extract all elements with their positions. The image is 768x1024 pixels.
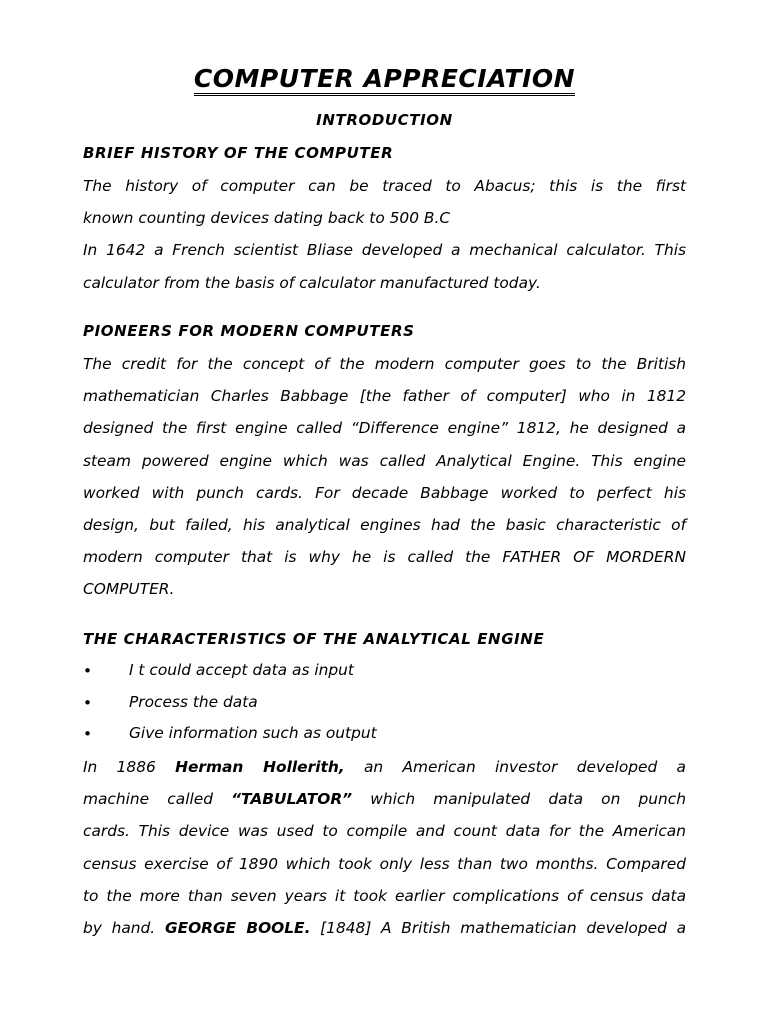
list-item-text: Give information such as output (129, 724, 377, 742)
text-run: which manipulated data on punch (352, 790, 686, 809)
list-item-text: I t could accept data as input (129, 661, 354, 679)
bullet-icon: • (83, 725, 93, 743)
document-title (83, 62, 686, 96)
document-title-text: COMPUTER APPRECIATION (194, 65, 575, 96)
paragraph-hollerith (83, 751, 686, 944)
paragraph-line: worked with punch cards. For decade Babbage worked to perfect his (83, 483, 686, 502)
paragraph-line: calculator from the basis of calculator manufactured today. (83, 273, 541, 292)
paragraph-line: mathematician Charles Babbage [the father of computer] who in 1812 (83, 387, 686, 406)
bullet-icon: • (83, 693, 93, 712)
paragraph-line: cards. This device was used to compile and count data for the American (83, 822, 686, 841)
paragraph-line (83, 783, 686, 815)
paragraph-brief-history (83, 170, 686, 299)
paragraph-line: In 1642 a French scientist Bliase developed a mechanical calculator. This (83, 241, 686, 260)
section-heading-characteristics: THE CHARACTERISTICS OF THE ANALYTICAL ENGINE (83, 630, 545, 648)
section-heading-pioneers: PIONEERS FOR MODERN COMPUTERS (83, 322, 415, 340)
paragraph-line: steam powered engine which was called Analytical Engine. This engine (83, 451, 686, 470)
paragraph-line: The history of computer can be traced to Abacus; this is the first (83, 177, 686, 195)
list-item (83, 661, 686, 693)
paragraph-line: modern computer that is why he is called the FATHER OF MORDERN (83, 548, 686, 567)
section-heading-brief-history: BRIEF HISTORY OF THE COMPUTER (83, 144, 394, 162)
document-subtitle: INTRODUCTION (316, 111, 453, 129)
list-item-text: Process the data (129, 692, 258, 711)
paragraph-pioneers (83, 348, 686, 606)
paragraph-line: COMPUTER. (83, 580, 175, 599)
bold-term-tabulator: “TABULATOR” (231, 790, 353, 809)
text-run: In 1886 (83, 758, 176, 776)
list-item (83, 693, 686, 725)
bold-name-boole: GEORGE BOOLE. (164, 918, 311, 937)
text-run: machine called (83, 790, 232, 809)
paragraph-line: to the more than seven years it took earlier complications of census data (83, 886, 686, 905)
paragraph-line (83, 751, 686, 783)
bold-name-hollerith: Herman Hollerith, (175, 758, 345, 776)
paragraph-line: census exercise of 1890 which took only less than two months. Compared (83, 854, 686, 873)
paragraph-line: designed the first engine called “Difference engine” 1812, he designed a (83, 419, 686, 438)
text-run: an American investor developed a (344, 758, 686, 776)
bullet-icon: • (83, 662, 93, 680)
text-run: by hand. (83, 918, 165, 937)
text-run: [1848] A British mathematician developed a (310, 918, 687, 937)
characteristics-list (83, 661, 686, 756)
paragraph-line: known counting devices dating back to 500 B.C (83, 209, 451, 228)
paragraph-line (83, 912, 686, 944)
paragraph-line: The credit for the concept of the modern computer goes to the British (83, 355, 686, 373)
paragraph-line: design, but failed, his analytical engines had the basic characteristic of (83, 515, 686, 534)
